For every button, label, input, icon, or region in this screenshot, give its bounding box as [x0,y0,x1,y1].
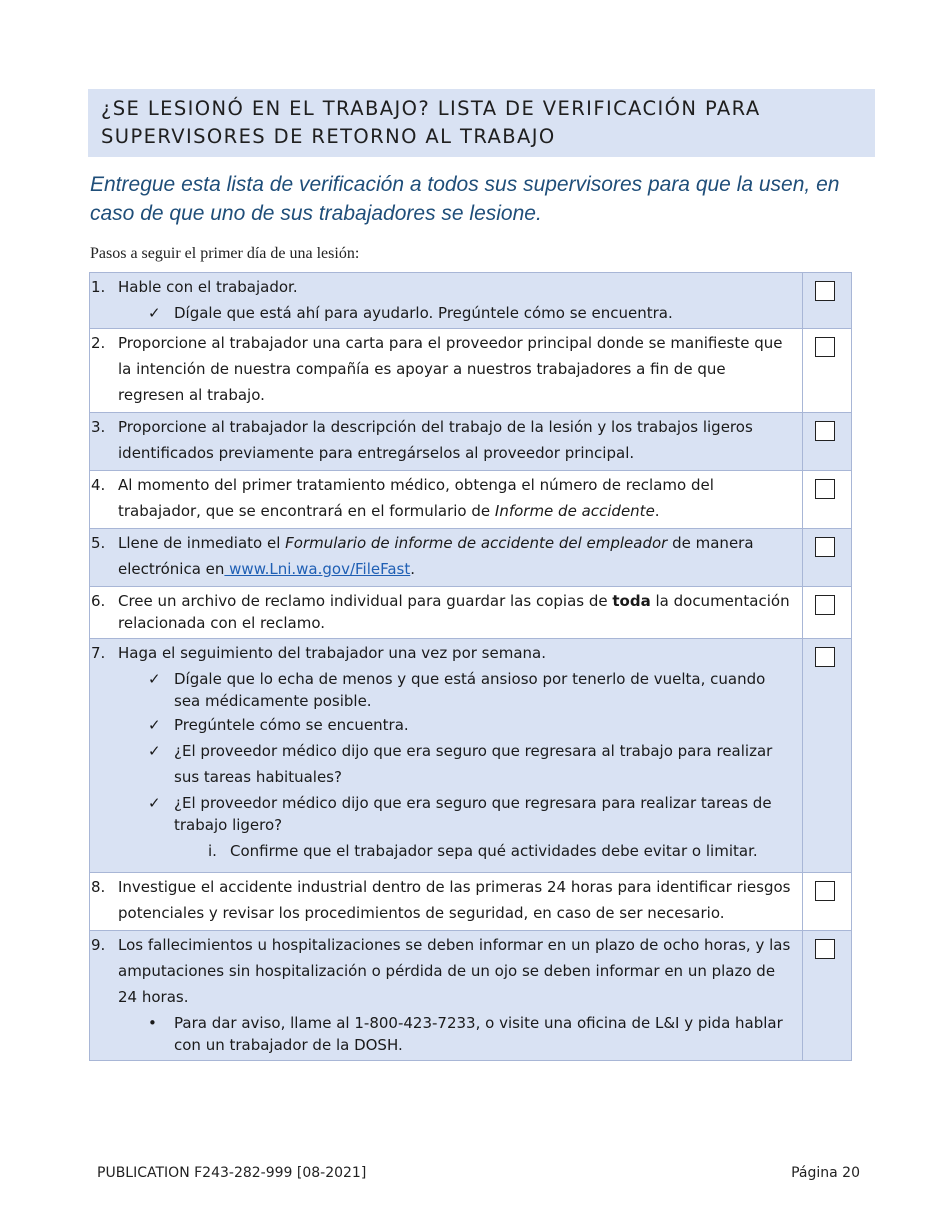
bullet-icon: • [148,1014,157,1032]
sub-item-text: Para dar aviso, llame al 1-800-423-7233, o visite una oficina de L&I y pida hablar con un trabajador de la DOSH. [174,1014,783,1054]
sub-item-text: Dígale que está ahí para ayudarlo. Pregúntele cómo se encuentra. [174,304,673,322]
item-number: 1. [91,278,106,296]
sub-item-text: ¿El proveedor médico dijo que era seguro que regresara para realizar tareas de trabajo ligero? [174,794,772,834]
publication-number: PUBLICATION F243-282-999 [08-2021] [97,1165,367,1181]
header-title-line-2: SUPERVISORES DE RETORNO AL TRABAJO [101,125,556,148]
intro-text: Entregue esta lista de verificación a todos sus supervisores para que la usen, en caso de que uno de sus trabajadores se lesione. [90,173,840,225]
check-icon: ✓ [148,742,161,760]
checkbox-item-6[interactable] [815,595,835,615]
page-header [88,89,875,157]
checkbox-item-1[interactable] [815,281,835,301]
checkbox-item-4[interactable] [815,479,835,499]
checklist-row-8 [90,873,852,931]
item-text-part-b: la documentación relacionada con el reclamo. [118,592,790,632]
checklist-row-2 [90,329,852,413]
item-text: Proporcione al trabajador una carta para el proveedor principal donde se manifieste que la intención de nuestra compañía es apoyar a nuestros trabajadores a fin de que regresen al trabajo. [118,334,783,404]
roman-numeral-marker: i. [208,842,217,860]
check-icon: ✓ [148,716,161,734]
sub-sub-item-text: Confirme que el trabajador sepa qué actividades debe evitar o limitar. [230,842,758,860]
checklist-row-6 [90,587,852,639]
item-text: Los fallecimientos u hospitalizaciones se deben informar en un plazo de ocho horas, y las amputaciones sin hospitalización o pérdida de un ojo se deben informar en un plazo de 24 horas. [118,936,791,1006]
item-number: 7. [91,644,106,662]
sub-item-text: ¿El proveedor médico dijo que era seguro que regresara al trabajo para realizar sus tareas habituales? [174,742,773,786]
checklist-row-9 [90,931,852,1061]
item-text-part-b: de manera electrónica en [118,534,754,578]
item-text-bold: toda [612,592,651,610]
check-icon: ✓ [148,794,161,812]
checkbox-item-9[interactable] [815,939,835,959]
checkbox-item-3[interactable] [815,421,835,441]
item-number: 2. [91,334,106,352]
item-number: 6. [91,592,106,610]
item-text-part-b: . [654,502,660,520]
checkbox-item-5[interactable] [815,537,835,557]
item-text: Investigue el accidente industrial dentro de las primeras 24 horas para identificar riesgos potenciales y revisar los procedimientos de seguridad, en caso de ser necesario. [118,878,791,922]
checklist-table [89,272,852,1061]
item-text-part-a: Llene de inmediato el [118,534,286,552]
item-text-italic: Informe de accidente [494,502,655,520]
checklist-row-4 [90,471,852,529]
item-number: 8. [91,878,106,896]
header-title-line-1: ¿SE LESIONÓ EN EL TRABAJO? LISTA DE VERIFICACIÓN PARA [101,97,761,120]
check-icon: ✓ [148,304,161,322]
item-text: Proporcione al trabajador la descripción del trabajo de la lesión y los trabajos ligeros identificados previamente para entregárselos al proveedor principal. [118,418,753,462]
item-text-part-c: . [410,560,416,578]
checklist-row-3 [90,413,852,471]
checkbox-item-8[interactable] [815,881,835,901]
item-text-italic: Formulario de informe de accidente del empleador [285,534,668,552]
steps-label: Pasos a seguir el primer día de una lesión: [90,245,360,262]
check-icon: ✓ [148,670,161,688]
checkbox-item-7[interactable] [815,647,835,667]
sub-item-text: Dígale que lo echa de menos y que está ansioso por tenerlo de vuelta, cuando sea médicamente posible. [174,670,766,710]
checklist-row-7 [90,639,852,873]
item-number: 9. [91,936,106,954]
checklist-row-1 [90,273,852,329]
sub-item-text: Pregúntele cómo se encuentra. [174,716,409,734]
checklist-row-5 [90,529,852,587]
item-number: 3. [91,418,106,436]
item-text-part-a: Cree un archivo de reclamo individual para guardar las copias de [118,592,613,610]
checkbox-item-2[interactable] [815,337,835,357]
item-text: Haga el seguimiento del trabajador una vez por semana. [118,644,546,662]
item-number: 4. [91,476,106,494]
item-text: Hable con el trabajador. [118,278,298,296]
filefast-link[interactable]: www.Lni.wa.gov/FileFast [224,560,411,578]
item-text-part-a: Al momento del primer tratamiento médico, obtenga el número de reclamo del trabajador, que se encontrará en el formulario de [118,476,714,520]
page-number: Página 20 [791,1165,860,1181]
item-number: 5. [91,534,106,552]
